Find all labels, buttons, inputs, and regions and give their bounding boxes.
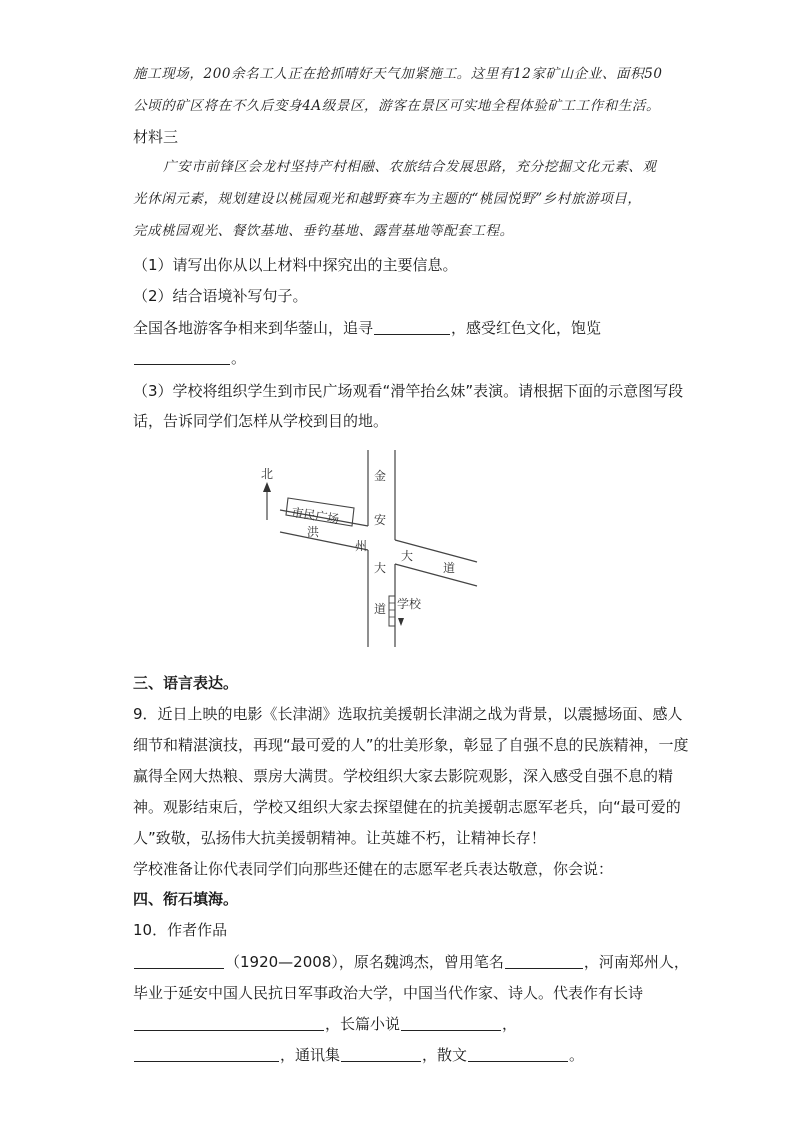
q10-title: 10．作者作品: [133, 921, 228, 939]
answer-blank-author[interactable]: [134, 953, 224, 969]
material2-line-2: 公顷的矿区将在不久后变身4A级景区，游客在景区可实地全程体验矿工工作和生活。: [133, 98, 661, 114]
q9-line-3: 赢得全网大热粮、票房大满贯。学校组织大家去影院观影，深入感受自强不息的精: [133, 767, 674, 785]
q10-text-b: ，河南郑州人，: [583, 953, 689, 971]
q8-sub3-line-1: （3）学校将组织学生到市民广场观看“滑竿抬幺妹”表演。请根据下面的示意图写段: [133, 382, 684, 400]
route-map-diagram: [255, 450, 485, 650]
q10-line-1: [133, 952, 689, 972]
school-label: 学校: [397, 597, 422, 611]
q10-text-f: ，散文: [422, 1046, 468, 1064]
q8-fill-b: ，感受红色文化，饱览: [451, 319, 602, 337]
q10-text-d: ，: [502, 1015, 518, 1033]
q8-fill-end: 。: [231, 349, 247, 367]
answer-blank-2[interactable]: [134, 349, 230, 365]
hongzhou-road-edge-bottom-right: [395, 564, 477, 586]
q8-fill-line: [133, 318, 601, 338]
answer-blank-report[interactable]: [341, 1046, 421, 1062]
hongzhou-char-4: 道: [443, 561, 456, 575]
q8-sub2: （2）结合语境补写句子。: [133, 287, 308, 305]
hongzhou-char-1: 洪: [307, 525, 320, 539]
q9-line-4: 神。观影结束后，学校又组织大家去探望健在的抗美援朝志愿军老兵，向“最可爱的: [133, 798, 681, 816]
school-pointer-icon: [398, 618, 404, 626]
q10-line-4: [133, 1045, 584, 1065]
jinan-char-3: 大: [374, 561, 387, 575]
q8-fill-a: 全国各地游客争相来到华蓥山，追寻: [133, 319, 374, 337]
q8-sub1: （1）请写出你从以上材料中探究出的主要信息。: [133, 256, 458, 274]
q8-sub3-line-2: 话，告诉同学们怎样从学校到目的地。: [133, 412, 389, 430]
section3-heading: 三、语言表达。: [133, 674, 239, 692]
jinan-char-1: 金: [374, 469, 387, 483]
answer-blank-1[interactable]: [374, 319, 450, 335]
material3-title: 材料三: [133, 128, 179, 146]
q10-line-3: [133, 1014, 517, 1034]
q10-text-e: ，通讯集: [280, 1046, 341, 1064]
section4-heading: 四、衔石填海。: [133, 890, 239, 908]
north-label: 北: [261, 467, 274, 481]
plaza-label: 市民广场: [290, 505, 341, 527]
q10-text-g: 。: [569, 1046, 585, 1064]
q9-line-1: 9．近日上映的电影《长津湖》选取抗美援朝长津湖之战为背景，以震撼场面、感人: [133, 705, 683, 723]
hongzhou-char-3: 大: [401, 549, 414, 563]
q8-fill-line-2: [133, 348, 246, 368]
material2-line-1: 施工现场，200余名工人正在抢抓晴好天气加紧施工。这里有12家矿山企业、面积50: [133, 66, 663, 82]
q10-text-c: ，长篇小说: [325, 1015, 401, 1033]
jinan-char-2: 安: [374, 513, 387, 527]
q9-line-5: 人”致敬，弘扬伟大抗美援朝精神。让英雄不朽，让精神长存！: [133, 829, 546, 847]
answer-blank-poem[interactable]: [134, 1015, 324, 1031]
q9-line-2: 细节和精湛演技，再现“最可爱的人”的壮美形象，彰显了自强不息的民族精神，一度: [133, 736, 689, 754]
q9-line-6: 学校准备让你代表同学们向那些还健在的志愿军老兵表达敬意，你会说：: [133, 860, 614, 878]
answer-blank-penname[interactable]: [505, 953, 583, 969]
hongzhou-char-2: 州: [355, 539, 368, 553]
answer-blank-essay[interactable]: [468, 1046, 568, 1062]
q10-text-a: （1920—2008），原名魏鸿杰，曾用笔名: [225, 953, 504, 971]
north-arrow-icon: [263, 482, 271, 492]
answer-blank-novel[interactable]: [401, 1015, 501, 1031]
jinan-char-4: 道: [374, 602, 387, 616]
material3-line-2: 光休闲元素，规划建设以桃园观光和越野赛车为主题的“桃园悦野”乡村旅游项目，: [133, 191, 642, 207]
school-building: [389, 596, 395, 626]
material3-line-3: 完成桃园观光、餐饮基地、垂钓基地、露营基地等配套工程。: [133, 223, 514, 239]
q10-line-2: 毕业于延安中国人民抗日军事政治大学，中国当代作家、诗人。代表作有长诗: [133, 984, 644, 1002]
material3-line-1: 广安市前锋区会龙村坚持产村相融、农旅结合发展思路，充分挖掘文化元素、观: [163, 159, 657, 175]
answer-blank-second-poem[interactable]: [134, 1046, 279, 1062]
